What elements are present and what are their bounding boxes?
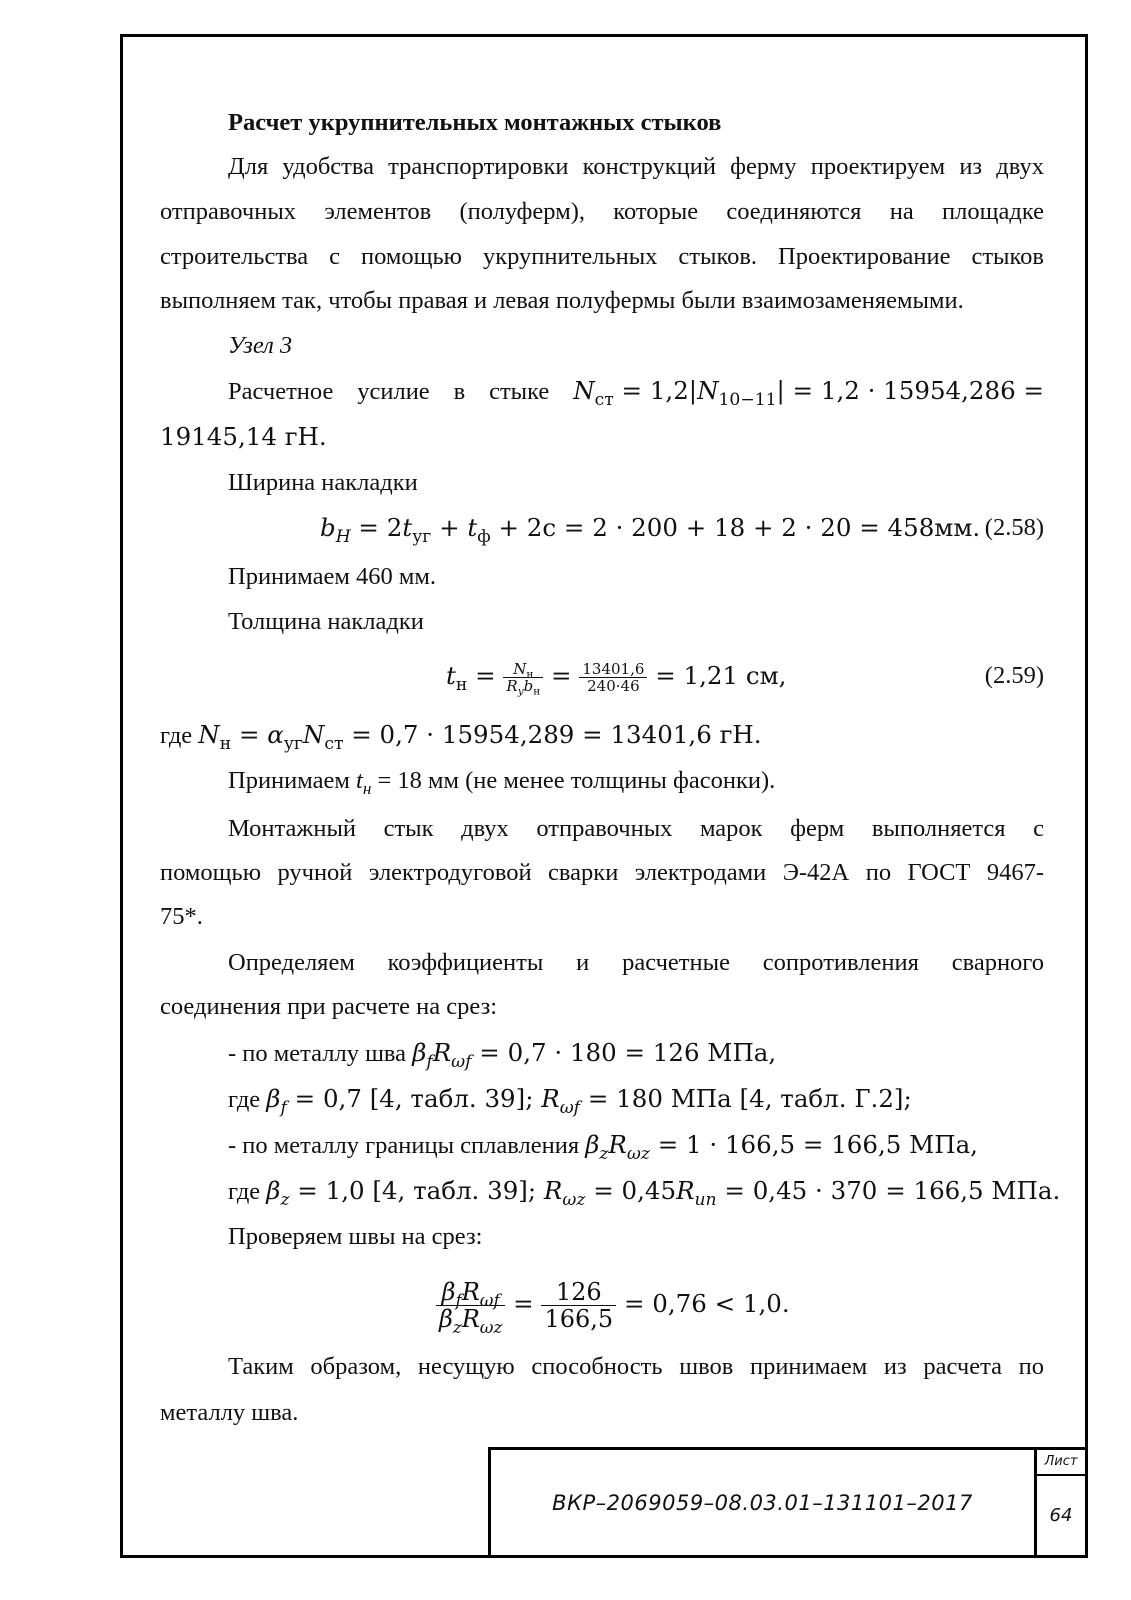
fraction: $\frac{\beta_fR_{\omega f}}{\beta_zR_{\omega z}}$: [436, 1279, 505, 1333]
node-heading: Узел 3: [228, 332, 293, 359]
fraction: $\frac{N_н}{R_yb_н}$: [503, 661, 543, 695]
title-block: [488, 1447, 1085, 1555]
force-result: 19145,14 гН.: [160, 422, 327, 451]
paragraph-line: Определяем коэффициенты и расчетные сопротивления сварного: [228, 949, 1044, 976]
text-word: стыке: [489, 378, 550, 405]
equation-2-58: [160, 511, 1044, 545]
sheet-label: Лист: [1037, 1450, 1085, 1476]
text-word: усилие: [357, 378, 430, 405]
paragraph-line: Монтажный стык двух отправочных марок ферм выполняется с: [228, 815, 1044, 842]
weld-line-3: - по металлу границы сплавления $\beta_zR_{\omega z} = 1 \cdot 166,5 = 166,5$ МПа,: [228, 1130, 978, 1164]
paragraph-line: выполняем так, чтобы правая и левая полуфермы были взаимозаменяемыми.: [160, 287, 964, 314]
accept-thickness-line: Принимаем $t_н = 18$ мм (не менее толщины фасонки).: [228, 767, 776, 798]
paragraph-line: металлу шва.: [160, 1399, 299, 1426]
where-line: где $N_н = \alpha_{уг}N_{ст} = 0,7 \cdot 15954,289 = 13401,6$ гН.: [160, 720, 762, 754]
paragraph-line: соединения при расчете на срез:: [160, 993, 498, 1020]
weld-line-4: где $\beta_z = 1,0$ [4, табл. 39]; $R_{\omega z} = 0,45R_{un} = 0,45 \cdot 370 = 166,5$ МПа.: [228, 1176, 1061, 1210]
equation-number: (2.59): [984, 662, 1044, 689]
document-code: ВКР–2069059–08.03.01–131101–2017: [552, 1490, 973, 1515]
equation-expression: $t_н$ = $\frac{N_н}{R_yb_н}$ = $\frac{13401,6}{240\cdot 46}$ = 1,21 см,: [446, 659, 787, 698]
section-title: Расчет укрупнительных монтажных стыков: [228, 109, 722, 136]
force-formula: $N_{ст} = 1,2|N_{10-11}| = 1,2 \cdot 15954,286$ =: [573, 376, 1044, 410]
weld-line-2: где $\beta_f = 0,7$ [4, табл. 39]; $R_{\omega f} = 180$ МПа [4, табл. Г.2];: [228, 1084, 912, 1118]
equation-expression: $b_H = 2t_{уг} + t_ф + 2с = 2 \cdot 200 + 18 + 2 \cdot 20 = 458мм$.: [320, 513, 981, 547]
paragraph-line: строительства с помощью укрупнительных стыков. Проектирование стыков: [160, 243, 1044, 270]
paragraph-line: Таким образом, несущую способность швов принимаем из расчета по: [228, 1353, 1044, 1380]
check-label: Проверяем швы на срез:: [228, 1223, 483, 1250]
force-line: [160, 374, 1044, 408]
weld-line-1: - по металлу шва $\beta_fR_{\omega f} = 0,7 \cdot 180 = 126$ МПа,: [228, 1038, 777, 1072]
accept-line: Принимаем 460 мм.: [228, 563, 436, 590]
fraction: $\frac{126}{166,5}$: [541, 1279, 616, 1333]
text-word: Расчетное: [228, 378, 334, 405]
paragraph-line: 75*.: [160, 903, 203, 930]
equation-2-59: [160, 648, 1044, 704]
fraction: $\frac{13401,6}{240\cdot 46}$: [579, 661, 647, 695]
check-equation: [160, 1268, 1044, 1340]
sheet-cell: [1034, 1450, 1085, 1555]
sheet-number: 64: [1049, 1505, 1073, 1526]
text-word: в: [453, 378, 466, 405]
equation-number: (2.58): [984, 514, 1044, 541]
width-label: Ширина накладки: [228, 469, 418, 496]
equation-expression: $\frac{\beta_fR_{\omega f}}{\beta_zR_{\omega z}}$ = $\frac{126}{166,5}$ = 0,76 < 1,0.: [436, 1268, 790, 1340]
thickness-label: Толщина накладки: [228, 608, 424, 635]
paragraph-line: Для удобства транспортировки конструкций ферму проектируем из двух: [228, 153, 1044, 180]
paragraph-line: отправочных элементов (полуферм), которые соединяются на площадке: [160, 198, 1044, 225]
paragraph-line: помощью ручной электродуговой сварки электродами Э-42А по ГОСТ 9467-: [160, 859, 1044, 886]
